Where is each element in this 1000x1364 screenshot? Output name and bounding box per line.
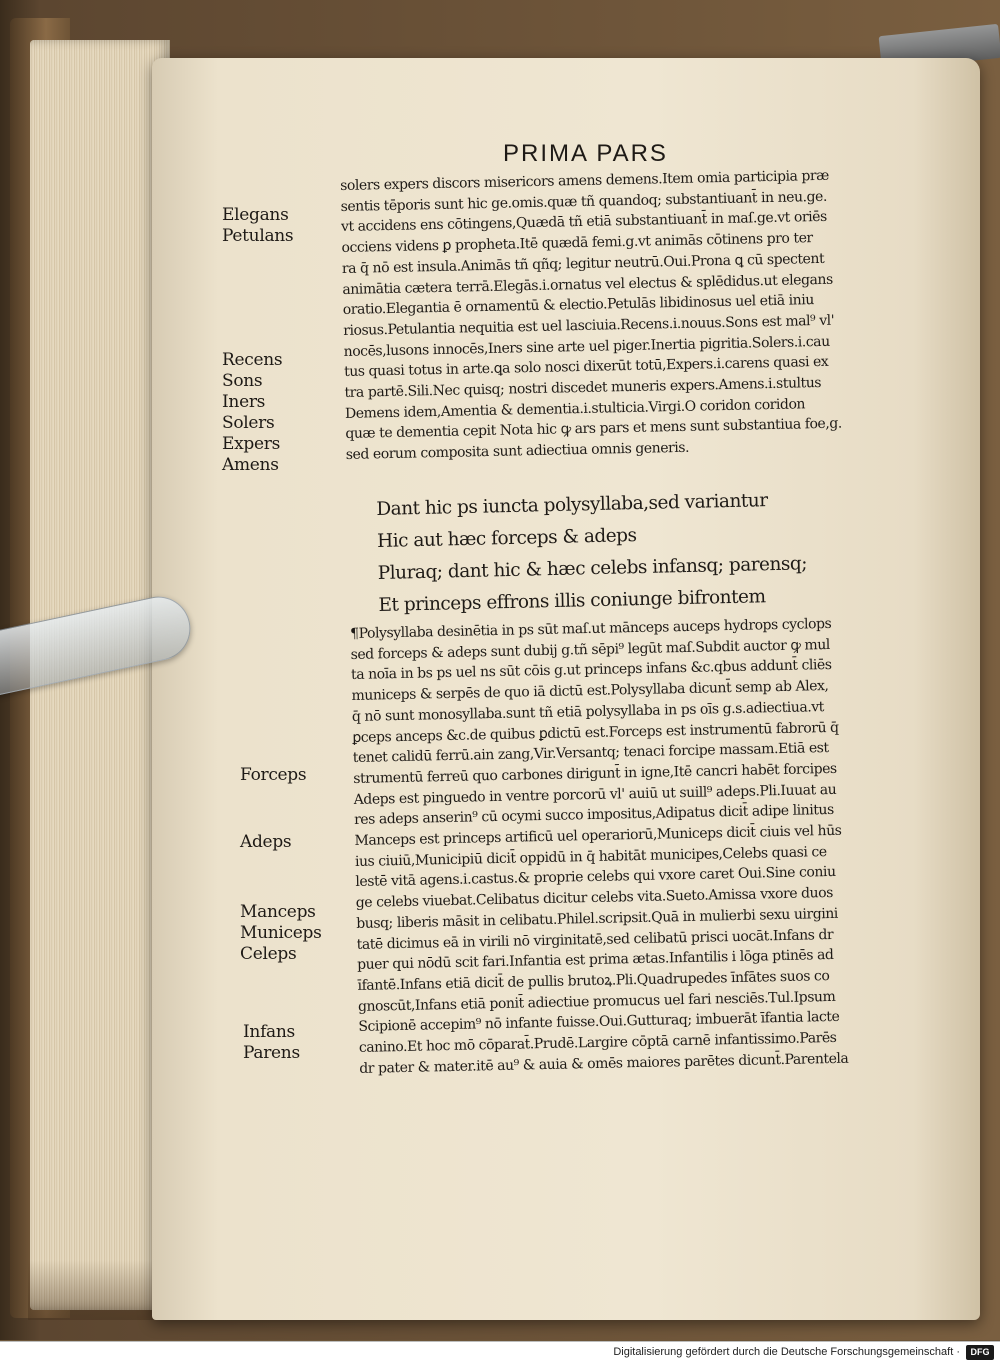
text-line: puer qui nōdū scit fari.Infantia est prima ætas.Infantilis i lōga ptinēs ad: [356, 947, 834, 974]
margin-note: Solers: [222, 413, 275, 433]
running-head: PRIMA PARS: [503, 140, 668, 167]
text-line: ta noīa in bs ps uel ns sūt cōis g.ut princeps infans &c.qbus addunt̄ cliēs: [350, 657, 832, 684]
margin-note: Expers: [222, 434, 280, 454]
text-line: Manceps est princeps artificū uel operariorū,Municeps dicit̄ ciuis vel hūs: [354, 822, 842, 849]
verse-block: [376, 483, 859, 622]
verse-line: Hic aut hæc forceps & adeps: [376, 525, 637, 552]
margin-note: Elegans: [222, 205, 289, 225]
margin-note: Recens: [222, 350, 283, 370]
verse-line: Et princeps effrons illis coniunge bifrontem: [378, 586, 766, 616]
text-line: tenet calidū ferrū.ain zang,Vir.Versantq; tenaci forcipe massam.Etiā est: [352, 740, 829, 767]
text-line: lestē vitā agens.i.castus.& proprie celebs qui vxore caret Oui.Sine coniu: [355, 864, 836, 891]
text-line: ra q̄ nō est insula.Animās tñ qñq; legitur neutrū.Oui.Prona ꝗ cū spectent: [341, 250, 825, 277]
text-line: ꝑceps anceps &c.de quibus ꝑdictū est.Forceps est instrumentū fabrorū q̄: [352, 719, 839, 746]
text-line: tus quasi totus in arte.ꝗa solo nosci dixerūt totū,Expers.i.carens quasi ex: [343, 354, 829, 381]
text-line: gnoscūt,Infans etiā ponit̄ adiectiue promucus uel fari nesciēs.Tul.Ipsum: [357, 988, 836, 1015]
footer-bar: [0, 1341, 1000, 1364]
text-line: busq; liberis māsit in celibatu.Philel.scripsit.Quā in mulierbi sexu uirgini: [356, 905, 839, 932]
margin-notes-group-6: [243, 1022, 300, 1064]
body-text-block-1: [340, 163, 966, 466]
margin-notes-group-5: [240, 902, 322, 965]
text-line: nocēs,lusons innocēs,Iners sine arte uel piger.Inertia pigritia.Solers.i.cau: [343, 333, 830, 360]
margin-note: Adeps: [240, 832, 292, 852]
text-line: dr pater & mater.itē au⁹ & auia & omēs maiores parētes dicunt̄.Parentela: [359, 1050, 849, 1077]
text-line: quæ te dementia cepit Nota hic ꝙ ars pars et mens sunt substantiua foe,g.: [345, 415, 842, 443]
text-line: tra partē.Sili.Nec quisq; nostri discedet muneris expers.Amens.i.stultus: [344, 375, 822, 401]
text-line: res adeps anserin⁹ cū ocymi succo impositus,Adipatus dicit̄ adipe linitus: [353, 802, 834, 829]
margin-notes-group-4: [240, 832, 291, 853]
dfg-logo: DFG: [966, 1345, 994, 1360]
footer-credit: Digitalisierung gefördert durch die Deutsche Forschungsgemeinschaft ·: [613, 1346, 960, 1358]
margin-note: Municeps: [240, 923, 322, 943]
margin-note: Iners: [222, 392, 266, 412]
margin-notes-group-3: [240, 765, 306, 786]
margin-note: Parens: [243, 1043, 300, 1063]
body-text-block-2: [350, 611, 971, 1079]
text-line: sed eorum composita sunt adiectiua omnis generis.: [345, 439, 690, 464]
text-line: Adeps est pinguedo in ventre porcorū vl' auiū ut suill⁹ adeps.Pli.Iuuat au: [353, 781, 837, 808]
text-line: q̄ nō sunt monosyllaba.sunt tñ etiā polysyllaba in ps oīs g.s.adiectiua.vt: [351, 698, 825, 725]
text-line: canino.Et hoc mō cōparat̄.Prudē.Largire cōptā carnē infantissimo.Parēs: [358, 1029, 837, 1056]
text-line: municeps & serpēs de quo iā dictū est.Polysyllaba dicunt̄ semp ab Alex,: [351, 678, 829, 705]
text-line: ge celebs viuebat.Celibatus dicitur celebs vita.Sueto.Amissa vxore duos: [355, 885, 834, 912]
margin-note: Celeps: [240, 944, 297, 964]
margin-notes-group-1: [222, 205, 293, 247]
text-line: ius ciuiū,Municipiū dicit̄ oppidū in q̄ habitāt municipes,Celebs quasi ce: [354, 843, 827, 870]
text-line: riosus.Petulantia nequitia est uel lasciuia.Recens.i.nouus.Sons est mal⁹ vl': [343, 312, 835, 339]
margin-note: Manceps: [240, 902, 316, 922]
text-line: īfantē.Infans etiā dicit̄ de pullis brutoꝝ.Pli.Quadrupedes īnfātes suos co: [357, 967, 830, 994]
margin-notes-group-2: [222, 350, 282, 476]
margin-note: Sons: [222, 371, 263, 391]
text-line: strumentū ferreū quo carbones dirigunt̄ in igne,Itē cancri habēt forcipes: [353, 760, 837, 787]
margin-note: Petulans: [222, 226, 294, 246]
text-line: sentis tēporis sunt hic ge.omis.quæ tñ quandoq; substantiuant̄ in neu.ge.: [340, 188, 828, 215]
text-line: oratio.Elegantia ē ornamentū & electio.Petulās libidinosus uel etiā iniu: [342, 292, 815, 319]
text-line: Demens idem,Amentia & dementia.i.stulticia.Virgi.O coridon coridon: [344, 396, 806, 422]
text-line: vt accidens ens cōtingens,Quædā tñ etiā substantiuant̄ in maſ.ge.vt oriēs: [340, 209, 827, 236]
text-line: Scipionē accepim⁹ nō infante fuisse.Oui.Gutturaq; imbuerāt īfantia lacte: [358, 1009, 840, 1036]
text-line: tatē dicimus eā in virili nō virginitatē,sed celibatū prisci uocāt.Infans dr: [356, 926, 834, 953]
verse-line: Pluraq; dant hic & hæc celebs infansq; parensq;: [377, 553, 808, 584]
text-line: animātia cætera terrā.Elegās.i.ornatus vel electus & splēdidus.ut elegans: [342, 271, 833, 298]
margin-note: Forceps: [240, 765, 307, 785]
margin-note: Amens: [222, 455, 279, 475]
verse-line: Dant hic ps iuncta polysyllaba,sed variantur: [376, 490, 768, 520]
text-line: occiens videns ꝑ propheta.Itē quædā femi.g.vt animās cōtinens pro ter: [341, 230, 813, 257]
text-line: sed forceps & adeps sunt dubij g.tñ sēpi⁹ legūt maſ.Subdit auctor ꝙ mul: [350, 636, 831, 663]
text-line: ¶Polysyllaba desinētia in ps sūt maſ.ut mānceps auceps hydrops cyclops: [350, 615, 832, 642]
text-line: solers expers discors misericors amens demens.Item omia participia præ: [340, 167, 830, 194]
margin-note: Infans: [243, 1022, 295, 1042]
